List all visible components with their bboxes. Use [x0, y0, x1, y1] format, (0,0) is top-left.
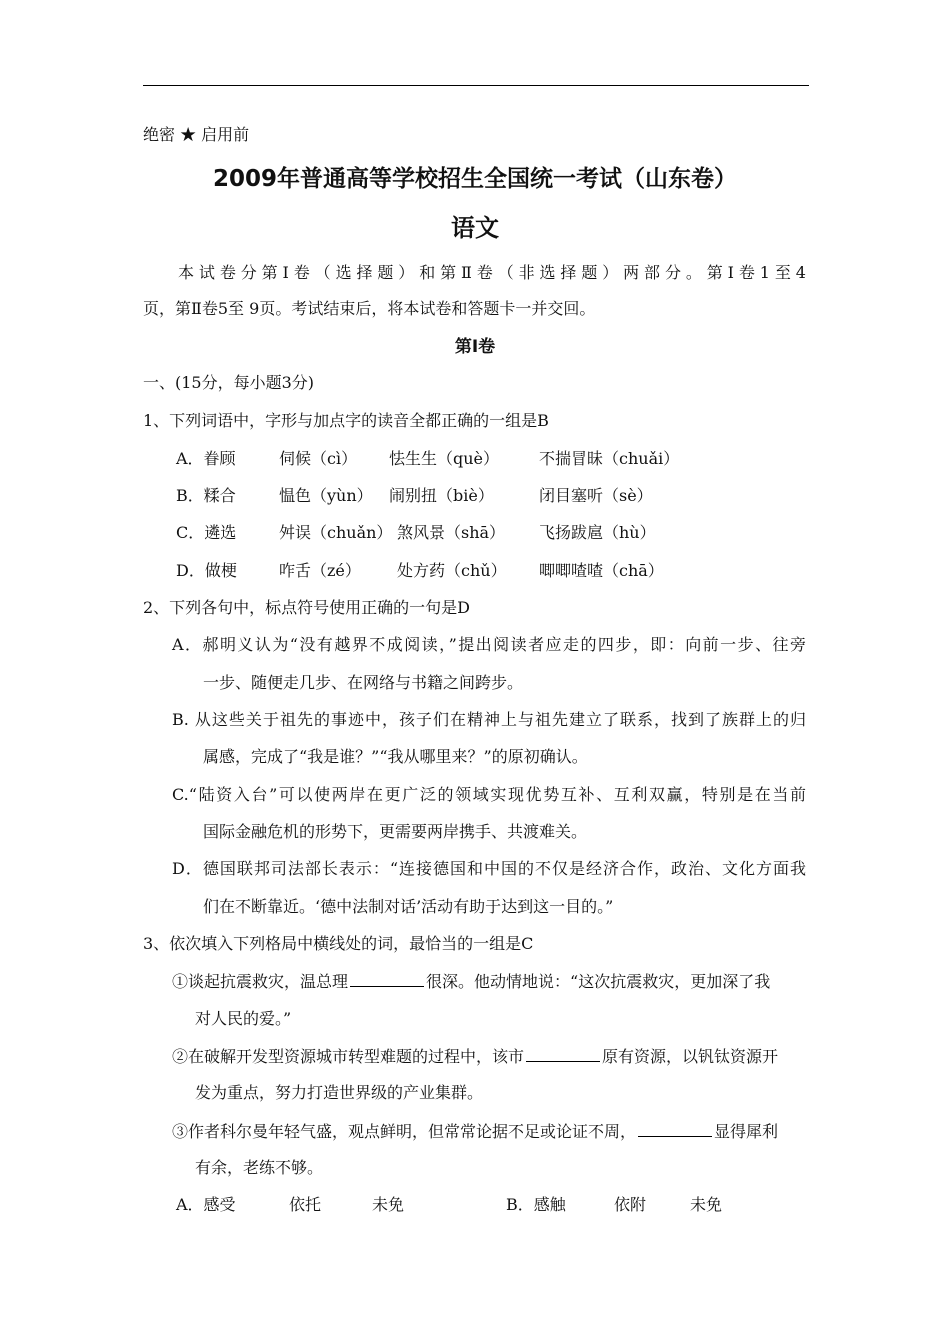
q3-option-a-word: 依托 [289, 1195, 322, 1214]
q3-sentence-2 [172, 1045, 778, 1068]
q2-option-d-line2: 们在不断靠近。‘德中法制对话’活动有助于达到这一目的。” [203, 897, 614, 916]
q1-option-word: 唧唧喳喳（chā） [539, 561, 664, 580]
section-title: 第Ⅰ卷 [454, 337, 496, 357]
q1-option-label: C．遴选 [176, 523, 237, 542]
q3-sentence-2-part-b: 原有资源，以钒钛资源开 [602, 1047, 779, 1066]
q3-sentence-2-cont: 发为重点，努力打造世界级的产业集群。 [195, 1083, 484, 1102]
q1-option-word: 愠色（yùn） [279, 486, 373, 505]
q2-option-a-line1: A．郝明义认为“没有越界不成阅读，”提出阅读者应走的四步，即：向前一步、往旁 [172, 635, 806, 654]
intro-line-1: 本试卷分第Ⅰ卷（选择题）和第Ⅱ卷（非选择题）两部分。第Ⅰ卷1至4 [178, 263, 806, 282]
q1-option-label: A．眷顾 [176, 449, 236, 468]
q3-sentence-1-cont: 对人民的爱。” [195, 1009, 292, 1028]
secret-mark: 绝密 ★ 启用前 [143, 125, 250, 144]
q1-option-word: 怯生生（què） [389, 449, 500, 468]
q1-stem: 1、下列词语中，字形与加点字的读音全都正确的一组是B [143, 411, 549, 430]
subject-title: 语文 [451, 214, 499, 242]
q2-option-b-line1: B. 从这些关于祖先的事迹中，孩子们在精神上与祖先建立了联系，找到了族群上的归 [172, 710, 806, 729]
q1-option-word: 煞风景（shā） [397, 523, 506, 542]
q3-option-a-label: A．感受 [176, 1195, 236, 1214]
q1-option-word: 舛误（chuǎn） [279, 523, 393, 542]
header-rule [143, 85, 809, 86]
answer-blank [638, 1120, 712, 1137]
exam-title: 2009年普通高等学校招生全国统一考试（山东卷） [212, 166, 737, 192]
q3-option-b-label: B．感触 [506, 1195, 566, 1214]
q1-option-word: 不揣冒昧（chuǎi） [539, 449, 680, 468]
q2-option-a-line2: 一步、随便走几步、在网络与书籍之间跨步。 [203, 673, 524, 692]
q1-option-word: 飞扬跋扈（hù） [539, 523, 656, 542]
q3-sentence-2-part-a: ②在破解开发型资源城市转型难题的过程中，该市 [172, 1047, 525, 1066]
q1-option-label: D．做梗 [176, 561, 237, 580]
q1-option-word: 闹别扭（biè） [389, 486, 494, 505]
part1-heading: 一、(15分，每小题3分) [143, 373, 315, 392]
q2-option-d-line1: D．德国联邦司法部长表示：“连接德国和中国的不仅是经济合作，政治、文化方面我 [172, 859, 806, 878]
q3-stem: 3、依次填入下列格局中横线处的词，最恰当的一组是C [143, 934, 534, 953]
q1-option-word: 处方药（chǔ） [397, 561, 507, 580]
q1-option-word: 闭目塞听（sè） [539, 486, 653, 505]
q2-option-c-line2: 国际金融危机的形势下，更需要两岸携手、共渡难关。 [203, 822, 588, 841]
q1-option-word: 咋舌（zé） [279, 561, 361, 580]
q2-stem: 2、下列各句中，标点符号使用正确的一句是D [143, 598, 471, 617]
q3-sentence-3-cont: 有余，老练不够。 [195, 1158, 324, 1177]
q1-option-label: B．糅合 [176, 486, 236, 505]
q3-sentence-1 [172, 970, 770, 993]
q3-option-b-word: 依附 [614, 1195, 647, 1214]
q3-option-b-word: 未免 [690, 1195, 723, 1214]
q3-sentence-3 [172, 1120, 778, 1143]
q2-option-b-line2: 属感，完成了“我是谁？”“我从哪里来？”的原初确认。 [203, 747, 588, 766]
q3-sentence-3-part-a: ③作者科尔曼年轻气盛，观点鲜明，但常常论据不足或论证不周， [172, 1122, 637, 1141]
answer-blank [350, 970, 424, 987]
q3-option-a-word: 未免 [372, 1195, 405, 1214]
q2-option-c-line1: C.“陆资入台”可以使两岸在更广泛的领域实现优势互补、互利双赢，特别是在当前 [172, 785, 806, 804]
intro-line-2: 页，第Ⅱ卷5至 9页。考试结束后，将本试卷和答题卡一并交回。 [143, 299, 596, 318]
answer-blank [526, 1045, 600, 1062]
q3-sentence-1-part-a: ①谈起抗震救灾，温总理 [172, 972, 349, 991]
q1-option-word: 伺候（cì） [279, 449, 358, 468]
q3-sentence-3-part-b: 显得犀利 [714, 1122, 779, 1141]
q3-sentence-1-part-b: 很深。他动情地说：“这次抗震救灾，更加深了我 [426, 972, 771, 991]
